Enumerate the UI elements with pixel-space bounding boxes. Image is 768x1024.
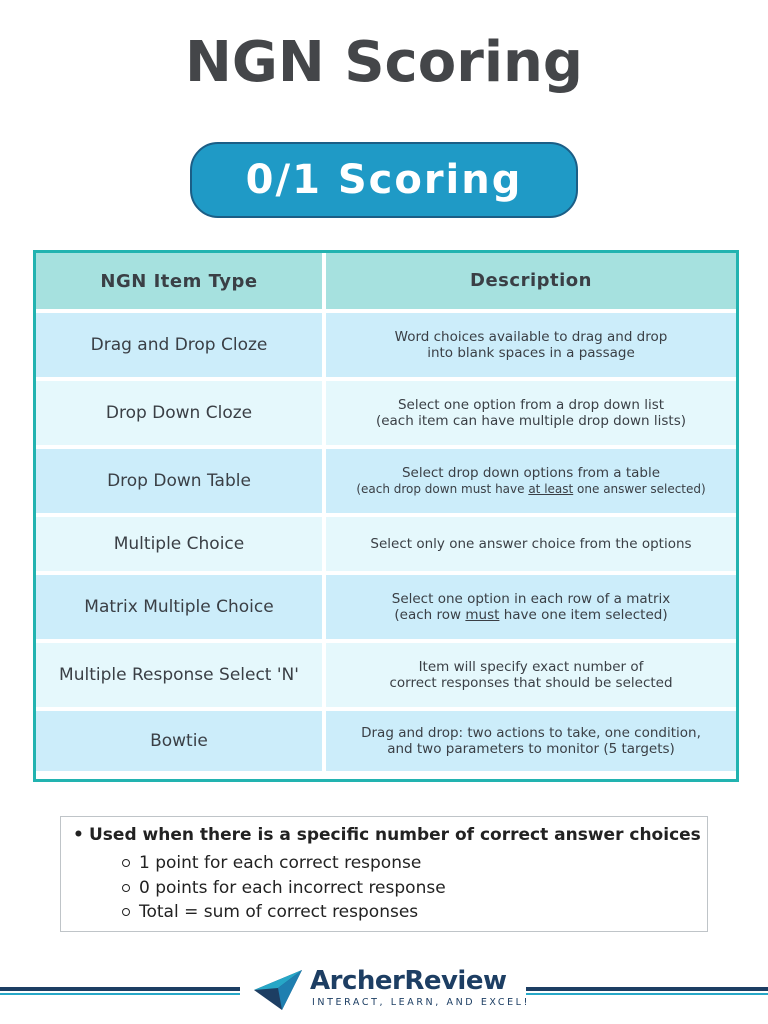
description-line: (each item can have multiple drop down lists) (375, 413, 687, 429)
header-item-type: NGN Item Type (36, 253, 326, 309)
archer-arrow-logo-icon (252, 966, 304, 1012)
description-line (392, 607, 671, 623)
description-line: Select only one answer choice from the options (370, 536, 692, 552)
notes-sub-bullet: Total = sum of correct responses (139, 902, 419, 922)
description-cell (326, 517, 736, 571)
description-text: have one item selected) (499, 607, 668, 623)
description-text: (each drop down must have (356, 482, 529, 496)
item-type-cell: Drop Down Table (36, 449, 326, 513)
item-type-cell: Multiple Choice (36, 517, 326, 571)
description-line: Item will specify exact number of (418, 659, 644, 675)
footer-divider (526, 987, 768, 991)
description-cell (326, 449, 736, 513)
emphasis-text: at least (528, 482, 574, 496)
emphasis-text: must (465, 607, 500, 623)
table-row (36, 711, 736, 771)
item-type-cell: Multiple Response Select 'N' (36, 643, 326, 707)
description-line: correct responses that should be selected (389, 675, 673, 691)
item-type-cell: Bowtie (36, 711, 326, 771)
footer-divider (526, 993, 768, 995)
description-line (356, 481, 705, 497)
footer (0, 966, 768, 1014)
brand-tagline: INTERACT, LEARN, AND EXCEL! (312, 997, 530, 1008)
description-line: Select one option in each row of a matrix (391, 591, 671, 607)
table-row (36, 313, 736, 381)
description-line: Word choices available to drag and drop (394, 329, 668, 345)
description-line: and two parameters to monitor (5 targets) (387, 741, 675, 757)
notes-sub-bullet: 1 point for each correct response (139, 853, 422, 873)
item-type-cell: Drop Down Cloze (36, 381, 326, 445)
description-cell (326, 711, 736, 771)
scoring-notes-box (60, 816, 708, 932)
table-row (36, 449, 736, 517)
description-cell (326, 313, 736, 377)
table-row (36, 575, 736, 643)
table-row (36, 643, 736, 711)
description-text: one answer selected) (573, 482, 706, 496)
description-cell (326, 643, 736, 707)
table-header-row (36, 253, 736, 313)
table-row (36, 517, 736, 575)
scoring-method-banner (190, 142, 578, 218)
description-line: Select drop down options from a table (401, 465, 661, 481)
description-cell (326, 575, 736, 639)
description-line: Select one option from a drop down list (397, 397, 665, 413)
brand-name: ArcherReview (310, 966, 507, 996)
item-type-cell: Drag and Drop Cloze (36, 313, 326, 377)
page-title: NGN Scoring (185, 30, 583, 95)
description-line: into blank spaces in a passage (427, 345, 635, 361)
footer-divider (0, 987, 240, 991)
item-type-table (33, 250, 739, 782)
item-type-cell: Matrix Multiple Choice (36, 575, 326, 639)
table-row (36, 381, 736, 449)
description-line: Drag and drop: two actions to take, one condition, (361, 725, 701, 741)
notes-sub-bullet: 0 points for each incorrect response (139, 878, 446, 898)
notes-main-bullet: • Used when there is a specific number of correct answer choices (89, 825, 701, 845)
description-text: (each row (394, 607, 466, 623)
scoring-method-label: 0/1 Scoring (245, 157, 523, 203)
header-description: Description (326, 253, 736, 309)
description-cell (326, 381, 736, 445)
footer-divider (0, 993, 240, 995)
